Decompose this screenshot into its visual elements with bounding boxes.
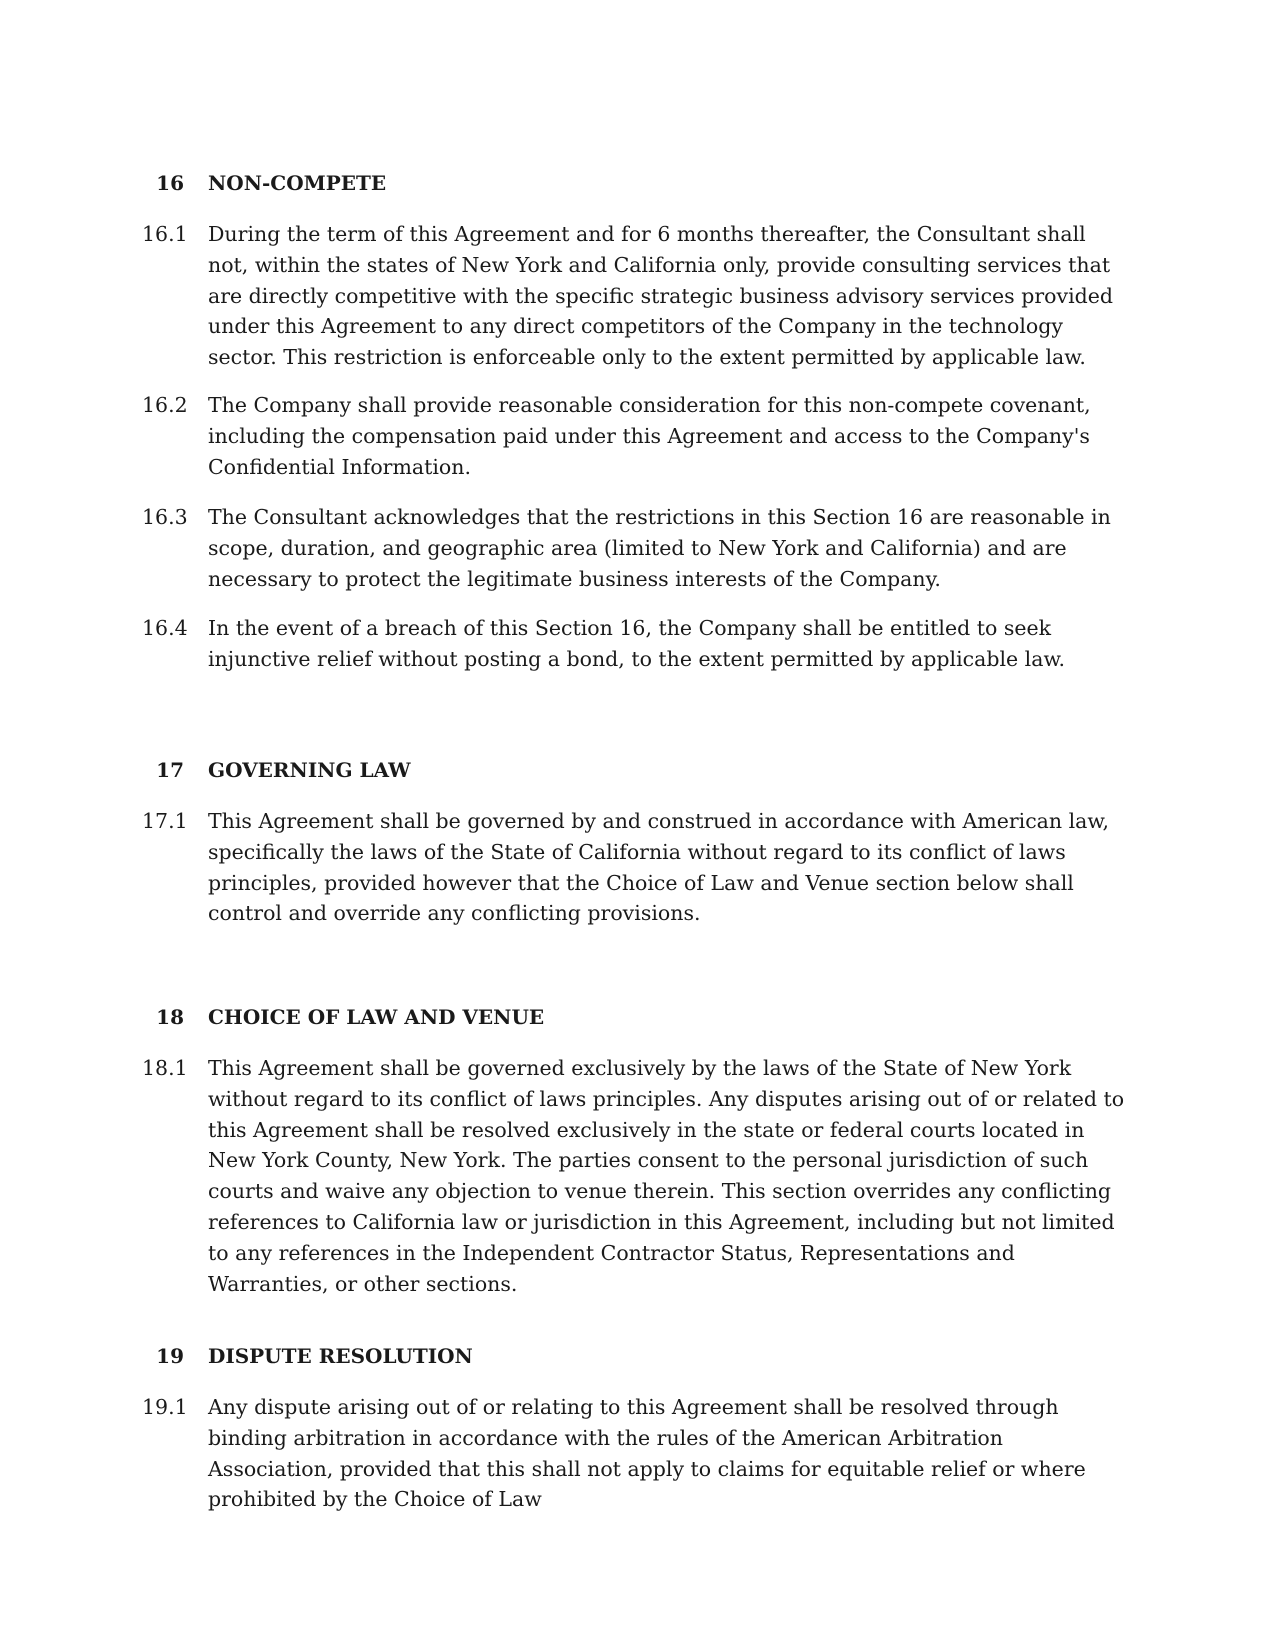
clause-text: In the event of a breach of this Section 16, the Company shall be entitled to seek injunctive relief without posting a bond, to the extent permitted by applicable law. — [208, 616, 1066, 671]
section-title: GOVERNING LAW — [208, 758, 411, 782]
clause-number: 17.1 — [142, 809, 188, 833]
clause-text: During the term of this Agreement and for 6 months thereafter, the Consultant shall not, within the states of New York and California only, provide consulting services that are directly competitive with the specific strategic business advisory services provided under this Agreement to any direct competitors of the Company in the technology sector. This restriction is enforceable only to the extent permitted by applicable law. — [208, 222, 1114, 370]
clause-text: Any dispute arising out of or relating to this Agreement shall be resolved through binding arbitration in accordance with the rules of the American Arbitration Association, provided that this shall not apply to claims for equitable relief or where prohibited by the Choice of Law — [208, 1395, 1086, 1512]
section-number: 17 — [156, 758, 184, 782]
section-number: 19 — [156, 1344, 184, 1368]
clause-text: This Agreement shall be governed by and construed in accordance with American law, specifically the laws of the State of California without regard to its conflict of laws principles, provided however that the Choice of Law and Venue section below shall control and override any conflicting provisions. — [208, 809, 1110, 926]
section-title: NON-COMPETE — [208, 171, 387, 195]
section-number: 16 — [156, 171, 184, 195]
clause-number: 19.1 — [142, 1395, 188, 1419]
clause-number: 16.2 — [142, 393, 188, 417]
section-title: DISPUTE RESOLUTION — [208, 1344, 473, 1368]
section-number: 18 — [156, 1005, 184, 1029]
section-heading — [0, 755, 1100, 785]
clause-number: 16.1 — [142, 222, 188, 246]
clause-number: 18.1 — [142, 1056, 188, 1080]
clause-text: This Agreement shall be governed exclusively by the laws of the State of New York without regard to its conflict of laws principles. Any disputes arising out of or related to this Agreement shall be resolved exclusively in the state or federal courts located in New York County, New York. The parties consent to the personal jurisdiction of such courts and waive any objection to venue therein. This section overrides any conflicting references to California law or jurisdiction in this Agreement, including but not limited to any references in the Independent Contractor Status, Representations and Warranties, or other sections. — [208, 1056, 1125, 1296]
clause-text: The Company shall provide reasonable consideration for this non-compete covenant, including the compensation paid under this Agreement and access to the Company's Confidential Information. — [208, 393, 1091, 479]
section-heading — [0, 168, 1100, 198]
clause-number: 16.4 — [142, 616, 188, 640]
clause-number: 16.3 — [142, 505, 188, 529]
section-heading — [0, 1002, 1100, 1032]
section-title: CHOICE OF LAW AND VENUE — [208, 1005, 545, 1029]
section-heading — [0, 1341, 1100, 1371]
clause-text: The Consultant acknowledges that the restrictions in this Section 16 are reasonable in scope, duration, and geographic area (limited to New York and California) and are necessary to protect the legitimate business interests of the Company. — [208, 505, 1111, 591]
